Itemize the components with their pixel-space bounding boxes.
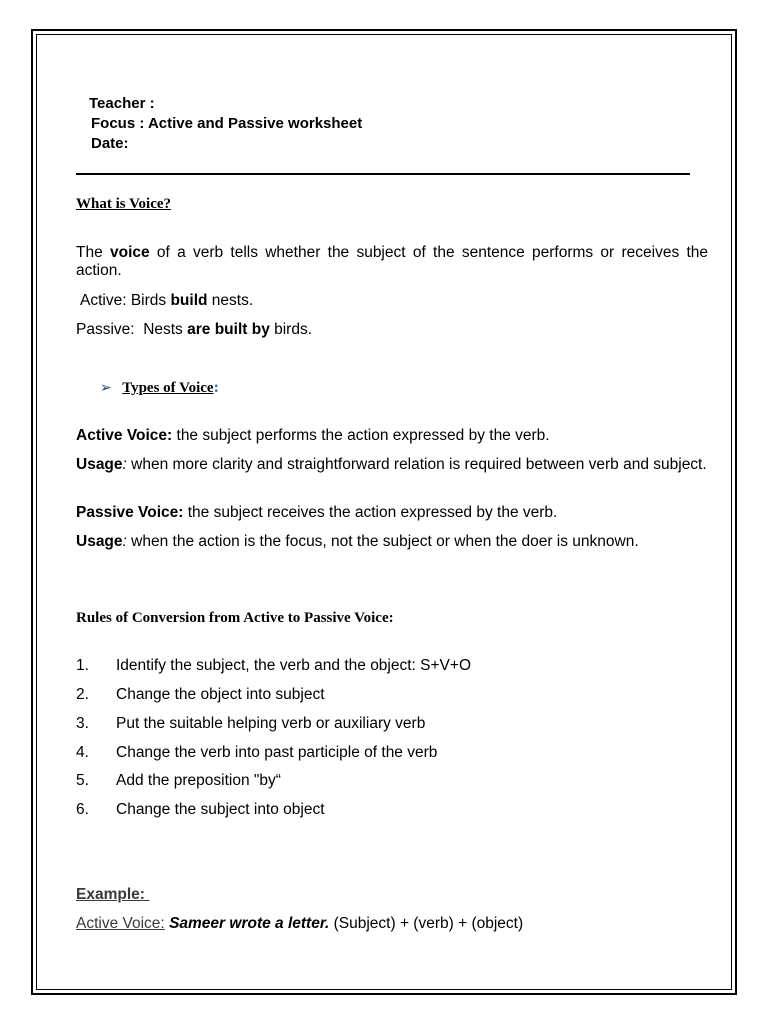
intro-paragraph (76, 244, 708, 280)
passive-example (76, 321, 312, 339)
list-item-number: 4. (76, 744, 89, 761)
teacher-label: Teacher : (89, 95, 155, 112)
example-heading: Example: (76, 886, 150, 903)
rules-heading: Rules of Conversion from Active to Passive Voice: (76, 610, 394, 626)
focus-label: Focus : Active and Passive worksheet (91, 115, 363, 132)
header-divider (76, 173, 690, 175)
usage1-label: Usage (76, 456, 123, 473)
active-voice-definition (76, 427, 550, 445)
active-example-end: nests. (207, 292, 254, 309)
active-voice-title: Active Voice: (76, 427, 173, 444)
list-item (0, 772, 768, 792)
list-item-number: 6. (76, 801, 89, 818)
list-item-text: Change the subject into object (116, 801, 325, 818)
example-line (76, 915, 523, 933)
intro-text-end: of a verb tells whether the subject of the sentence performs or receives the action. (76, 244, 709, 279)
intro-bold-voice: voice (109, 244, 150, 261)
list-item-text: Put the suitable helping verb or auxiliary verb (116, 715, 426, 732)
passive-voice-desc: the subject receives the action expressed by the verb. (183, 504, 558, 521)
usage1-colon: : (122, 456, 127, 473)
list-item (0, 801, 768, 821)
example-structure: (Subject) + (verb) + (object) (329, 915, 524, 932)
active-example-verb: build (170, 292, 208, 309)
list-item-number: 1. (76, 657, 89, 674)
usage-paragraph-1 (76, 456, 708, 474)
usage2-text: when the action is the focus, not the subject or when the doer is unknown. (126, 533, 639, 550)
example-active-label: Active Voice: (76, 915, 165, 932)
types-heading: Types of Voice (122, 380, 214, 396)
passive-voice-definition (76, 504, 557, 522)
intro-text-start: The (76, 244, 110, 261)
usage1-text: when more clarity and straightforward relation is required between verb and subject. (126, 456, 707, 473)
example-sentence: Sameer wrote a letter. (169, 915, 330, 932)
usage-paragraph-2 (76, 533, 708, 551)
usage2-colon: : (122, 533, 127, 550)
active-example (80, 292, 253, 310)
list-item-text: Change the object into subject (116, 686, 325, 703)
passive-voice-title: Passive Voice: (76, 504, 184, 521)
list-item (0, 657, 768, 677)
list-item (0, 686, 768, 706)
date-label: Date: (91, 135, 129, 152)
passive-example-end: birds. (269, 321, 313, 338)
usage2-label: Usage (76, 533, 123, 550)
passive-example-label: Passive: Nests (76, 321, 188, 338)
section-heading-what-is-voice: What is Voice? (76, 196, 172, 212)
passive-example-verb: are built by (187, 321, 270, 338)
list-item-text: Change the verb into past participle of the verb (116, 744, 438, 761)
list-item-number: 5. (76, 772, 89, 789)
list-item (0, 744, 768, 764)
active-voice-desc: the subject performs the action expressed by the verb. (172, 427, 550, 444)
list-item-text: Identify the subject, the verb and the object: S+V+O (116, 657, 472, 674)
arrow-bullet-icon: ➢ (100, 379, 112, 395)
list-item-text: Add the preposition "by“ (116, 772, 281, 789)
types-heading-row (100, 379, 219, 397)
list-item-number: 3. (76, 715, 89, 732)
list-item (0, 715, 768, 735)
types-heading-colon: : (213, 379, 219, 396)
list-item-number: 2. (76, 686, 89, 703)
active-example-label: Active: Birds (80, 292, 171, 309)
